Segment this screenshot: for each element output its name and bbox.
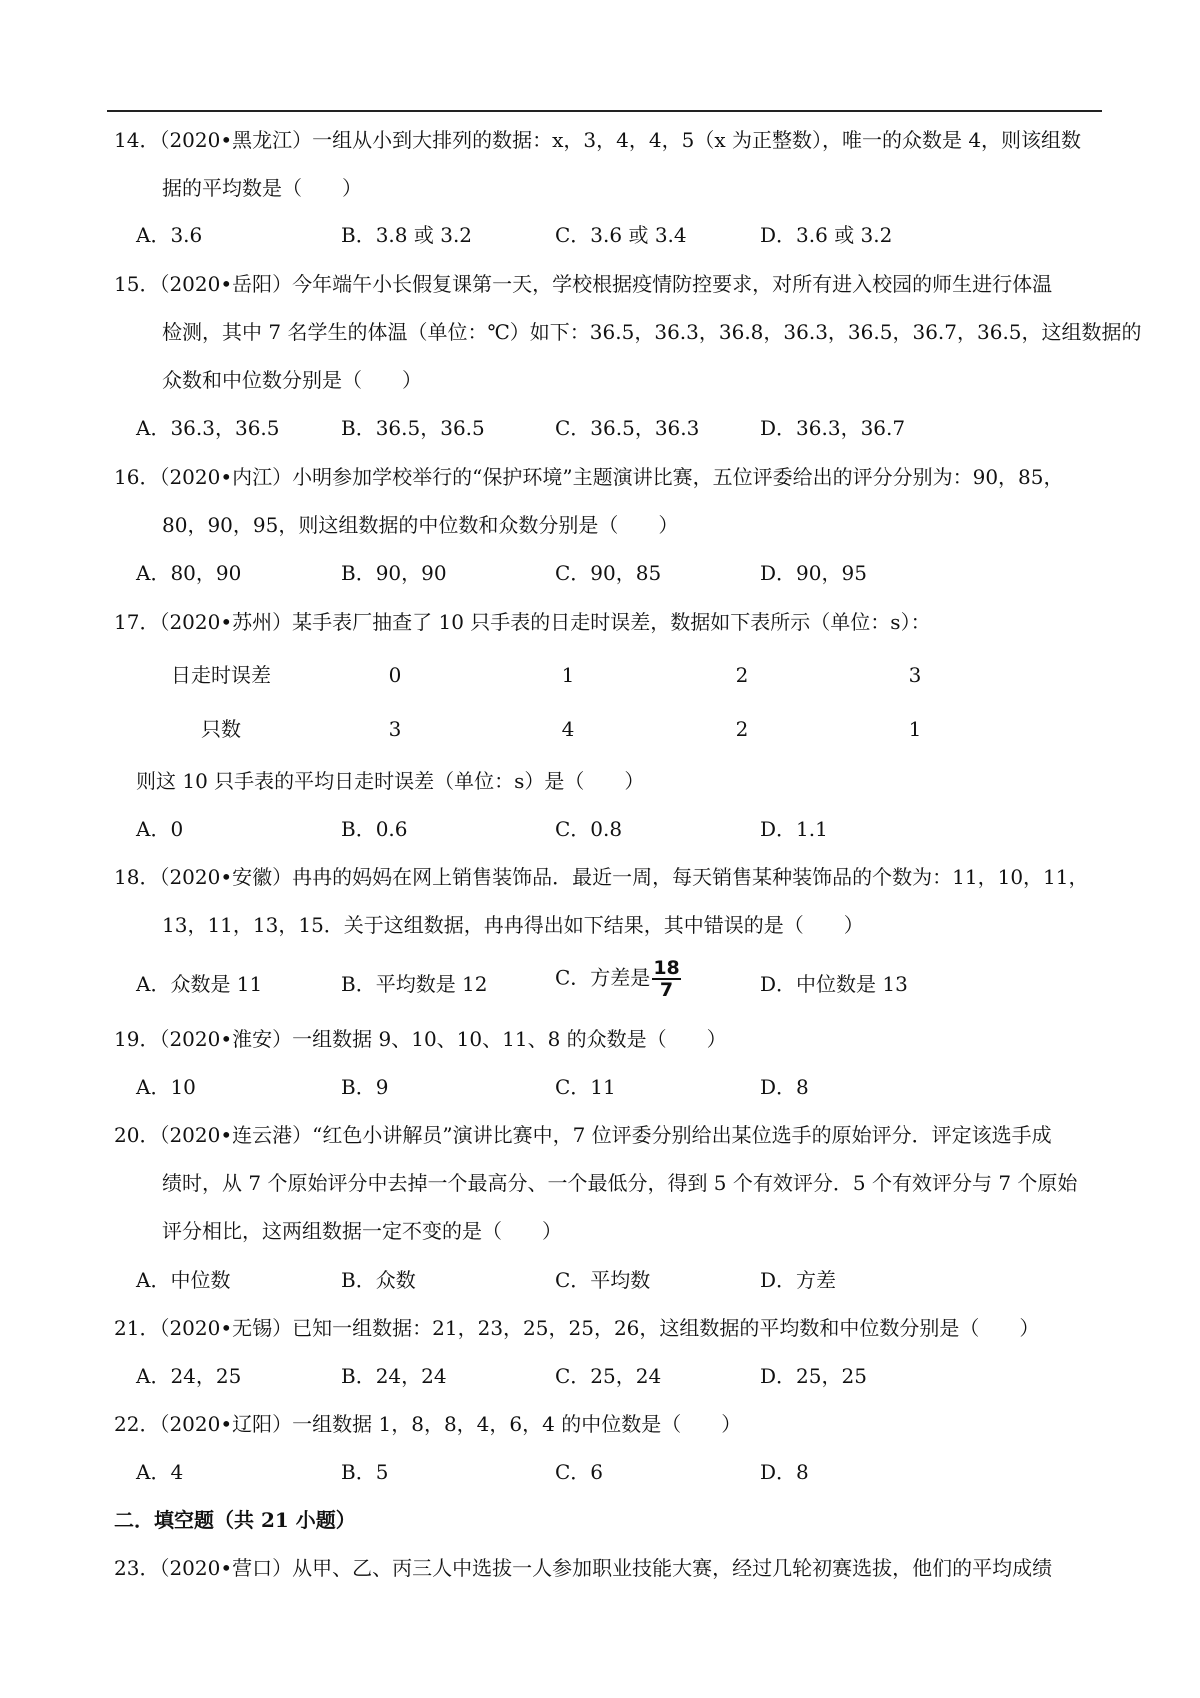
option-a: A．0 (136, 817, 184, 841)
option-c: C．3.6 或 3.4 (555, 223, 687, 247)
option-a: A．3.6 (136, 223, 203, 247)
table-cell: 4 (561, 717, 575, 741)
option-b: B．5 (341, 1460, 389, 1484)
option-a: A．中位数 (136, 1268, 231, 1292)
option-c: C．25，24 (555, 1364, 662, 1388)
option-a: A．36.3，36.5 (136, 416, 280, 440)
question-16-line-2: 80，90，95，则这组数据的中位数和众数分别是（ ） (162, 513, 679, 537)
table-cell: 3 (388, 717, 402, 741)
question-20-line-1: 20．（2020•连云港）“红色小讲解员”演讲比赛中，7 位评委分别给出某位选手的原始评分．评定该选手成 (114, 1123, 1052, 1147)
question-15-line-3: 众数和中位数分别是（ ） (162, 368, 422, 392)
option-b: B．36.5，36.5 (341, 416, 485, 440)
question-18-line-1: 18．（2020•安徽）冉冉的妈妈在网上销售装饰品．最近一周，每天销售某种装饰品的个数为：11，10，11， (114, 865, 1089, 889)
option-c: C．平均数 (555, 1268, 651, 1292)
option-c (555, 958, 681, 1000)
option-c: C．11 (555, 1075, 616, 1099)
header-rule (107, 110, 1102, 112)
option-d: D．1.1 (760, 817, 828, 841)
option-d: D．中位数是 13 (760, 972, 908, 996)
option-d: D．90，95 (760, 561, 867, 585)
table-cell: 1 (908, 717, 922, 741)
option-d: D．8 (760, 1075, 809, 1099)
option-d: D．8 (760, 1460, 809, 1484)
option-b: B．0.6 (341, 817, 408, 841)
section-title: 二．填空题（共 21 小题） (114, 1508, 356, 1532)
question-22-line-1: 22．（2020•辽阳）一组数据 1，8，8，4，6，4 的中位数是（ ） (114, 1412, 742, 1436)
option-c-label: C．方差是 (555, 965, 651, 990)
option-c: C．36.5，36.3 (555, 416, 700, 440)
table-cell: 2 (735, 717, 749, 741)
option-b: B．9 (341, 1075, 389, 1099)
option-c: C．0.8 (555, 817, 623, 841)
question-16-line-1: 16．（2020•内江）小明参加学校举行的“保护环境”主题演讲比赛，五位评委给出的评分分别为：90，85， (114, 465, 1064, 489)
question-15-line-2: 检测，其中 7 名学生的体温（单位：℃）如下：36.5，36.3，36.8，36.3，36.5，36.7，36.5，这组数据的 (162, 320, 1142, 344)
question-14-line-2: 据的平均数是（ ） (162, 176, 362, 200)
option-d: D．方差 (760, 1268, 837, 1292)
option-c: C．90，85 (555, 561, 662, 585)
question-20-line-3: 评分相比，这两组数据一定不变的是（ ） (162, 1219, 562, 1243)
question-17-line-1: 17．（2020•苏州）某手表厂抽查了 10 只手表的日走时误差，数据如下表所示（单位：s）： (114, 610, 931, 634)
option-d: D．25，25 (760, 1364, 867, 1388)
option-d: D．3.6 或 3.2 (760, 223, 893, 247)
fraction-denominator: 7 (659, 979, 674, 1001)
option-a: A．4 (136, 1460, 184, 1484)
question-17-line-2: 则这 10 只手表的平均日走时误差（单位：s）是（ ） (136, 769, 645, 793)
question-18-line-2: 13，11，13，15．关于这组数据，冉冉得出如下结果，其中错误的是（ ） (162, 913, 864, 937)
option-b: B．3.8 或 3.2 (341, 223, 473, 247)
option-a: A．10 (136, 1075, 196, 1099)
option-a: A．众数是 11 (136, 972, 263, 996)
question-21-line-1: 21．（2020•无锡）已知一组数据：21，23，25，25，26，这组数据的平均数和中位数分别是（ ） (114, 1316, 1040, 1340)
table-cell: 只数 (201, 717, 241, 741)
question-23-line-1: 23．（2020•营口）从甲、乙、丙三人中选拔一人参加职业技能大赛，经过几轮初赛选拔，他们的平均成绩 (114, 1556, 1053, 1580)
table-cell: 3 (908, 663, 922, 687)
question-20-line-2: 绩时，从 7 个原始评分中去掉一个最高分、一个最低分，得到 5 个有效评分．5 个有效评分与 7 个原始 (162, 1171, 1078, 1195)
option-b: B．24，24 (341, 1364, 447, 1388)
option-b: B．90，90 (341, 561, 447, 585)
option-d: D．36.3，36.7 (760, 416, 906, 440)
table-cell: 0 (388, 663, 402, 687)
fraction-numerator: 18 (653, 957, 680, 979)
table-cell: 日走时误差 (171, 663, 271, 687)
question-14-line-1: 14．（2020•黑龙江）一组从小到大排列的数据：x，3，4，4，5（x 为正整数），唯一的众数是 4，则该组数 (114, 128, 1082, 152)
table-cell: 1 (561, 663, 575, 687)
question-15-line-1: 15．（2020•岳阳）今年端午小长假复课第一天，学校根据疫情防控要求，对所有进入校园的师生进行体温 (114, 272, 1053, 296)
option-b: B．平均数是 12 (341, 972, 488, 996)
option-b: B．众数 (341, 1268, 416, 1292)
question-19-line-1: 19．（2020•淮安）一组数据 9、10、10、11、8 的众数是（ ） (114, 1027, 727, 1051)
option-a: A．24，25 (136, 1364, 242, 1388)
table-cell: 2 (735, 663, 749, 687)
fraction (652, 958, 680, 1000)
option-a: A．80，90 (136, 561, 242, 585)
option-c: C．6 (555, 1460, 604, 1484)
